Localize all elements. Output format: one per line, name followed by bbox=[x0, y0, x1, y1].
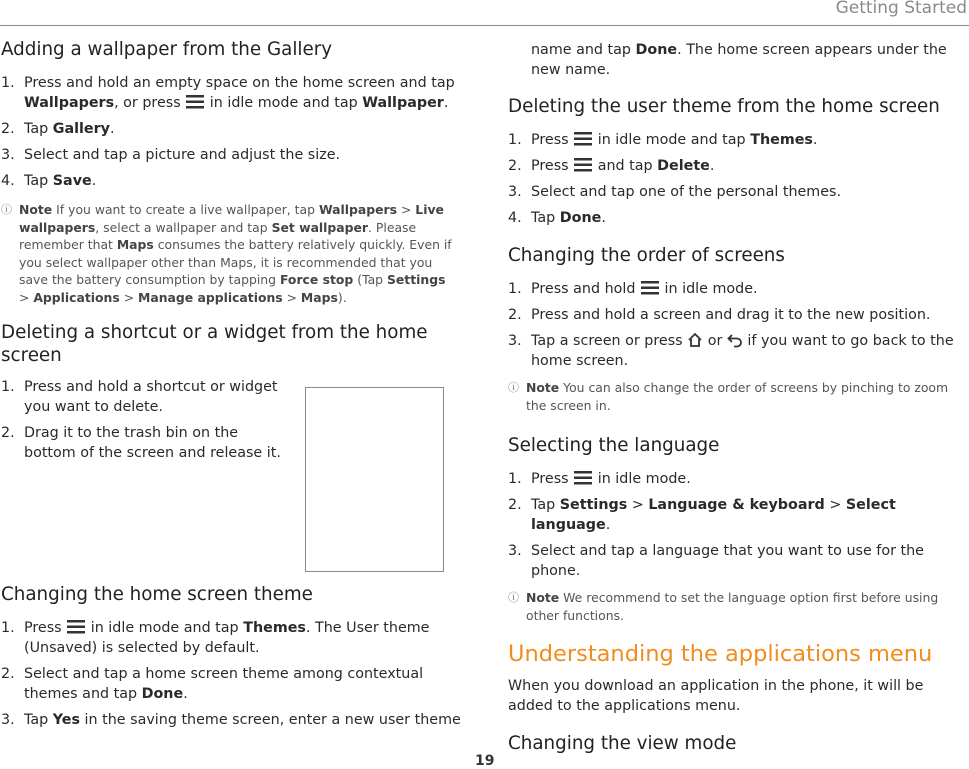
steps-list bbox=[508, 130, 963, 228]
section-title: Selecting the language bbox=[508, 435, 720, 456]
menu-key-icon bbox=[573, 157, 593, 173]
list-item: 1. Press and hold an empty space on the home screen and tap Wallpapers, or press in idle mode and tap Wallpaper. bbox=[1, 75, 455, 111]
note: ⓘ Note You can also change the order of screens by pinching to zoom the screen in. bbox=[508, 380, 949, 413]
list-item: 2. Press and hold a screen and drag it to the new position. bbox=[508, 307, 931, 323]
list-item: 2. Tap Settings > Language & keyboard > Select language. bbox=[508, 497, 896, 533]
list-item: 2. Press and tap Delete. bbox=[508, 158, 715, 174]
steps-list bbox=[508, 469, 963, 581]
menu-key-icon bbox=[573, 131, 593, 147]
steps-list bbox=[1, 73, 463, 191]
header-title: Getting Started bbox=[835, 0, 967, 18]
menu-key-icon bbox=[573, 470, 593, 486]
list-item: 3. Select and tap a language that you want to use for the phone. bbox=[508, 543, 924, 579]
left-column-lower bbox=[1, 583, 463, 736]
section-title: Deleting the user theme from the home screen bbox=[508, 96, 940, 117]
list-item: 3. Tap a screen or press or if you want to go back to the home screen. bbox=[508, 333, 954, 369]
steps-list bbox=[508, 279, 963, 371]
note-icon: ⓘ bbox=[508, 381, 519, 394]
list-item: 4. Tap Done. bbox=[508, 210, 606, 226]
note-icon: ⓘ bbox=[1, 203, 12, 216]
list-item: 2. Tap Gallery. bbox=[1, 121, 115, 137]
right-column bbox=[508, 40, 963, 755]
back-key-icon bbox=[727, 332, 743, 348]
section-title: Changing the view mode bbox=[508, 733, 737, 754]
home-key-icon bbox=[687, 332, 703, 348]
list-item: 1. Press in idle mode and tap Themes. bbox=[508, 132, 818, 148]
list-item: 1. Press and hold in idle mode. bbox=[508, 281, 758, 297]
menu-key-icon bbox=[66, 619, 86, 635]
steps-list bbox=[1, 618, 463, 730]
list-item: 3. Select and tap one of the personal themes. bbox=[508, 184, 842, 200]
section-title: Deleting a shortcut or a widget from the home screen bbox=[1, 322, 428, 366]
list-item: 2. Drag it to the trash bin on the bottom of the screen and release it. bbox=[1, 425, 281, 461]
screenshot-placeholder bbox=[305, 387, 444, 572]
list-item: 1. Press in idle mode and tap Themes. The User theme (Unsaved) is selected by default. bbox=[1, 620, 430, 656]
list-item: 1. Press and hold a shortcut or widget you want to delete. bbox=[1, 379, 278, 415]
list-item: 3. Tap Yes in the saving theme screen, enter a new user theme bbox=[1, 712, 461, 728]
continued-text: name and tap Done. The home screen appears under the new name. bbox=[531, 42, 947, 78]
section-title: Changing the home screen theme bbox=[1, 584, 313, 605]
section-title: Changing the order of screens bbox=[508, 245, 785, 266]
list-item: 2. Select and tap a home screen theme among contextual themes and tap Done. bbox=[1, 666, 424, 702]
list-item: 3. Select and tap a picture and adjust the size. bbox=[1, 147, 341, 163]
note-icon: ⓘ bbox=[508, 591, 519, 604]
note: ⓘ Note We recommend to set the language option first before using other functions. bbox=[508, 590, 939, 623]
header-rule bbox=[0, 25, 969, 26]
note: ⓘ Note If you want to create a live wallpaper, tap Wallpapers > Live wallpapers, select a wallpaper and tap Set wallpaper. Please remember that Maps consumes the battery relatively quickly. Even if you select wallpaper other than Maps, it is recommended that you save the battery consumption by tapping Force stop (Tap Settings > Applications > Manage applications > Maps). bbox=[1, 202, 452, 305]
steps-list bbox=[1, 377, 291, 463]
list-item: 1. Press in idle mode. bbox=[508, 471, 691, 487]
menu-key-icon bbox=[185, 94, 205, 110]
chapter-heading: Understanding the applications menu bbox=[508, 641, 933, 667]
page-number: 19 bbox=[475, 753, 495, 769]
section-title: Adding a wallpaper from the Gallery bbox=[1, 39, 333, 60]
body-paragraph: When you download an application in the phone, it will be added to the applications menu. bbox=[508, 678, 924, 714]
menu-key-icon bbox=[640, 280, 660, 296]
list-item: 4. Tap Save. bbox=[1, 173, 97, 189]
